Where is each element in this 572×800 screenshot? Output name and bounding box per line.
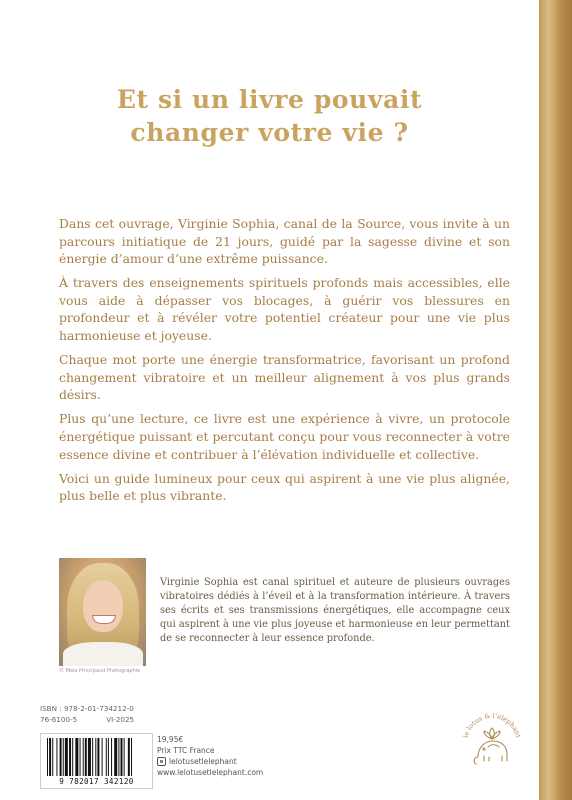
instagram-label: lelotusetlelephant: [169, 757, 237, 766]
cover-headline: [0, 83, 539, 149]
blurb-paragraph: Chaque mot porte une énergie transformatrice, favorisant un profond changement vibratoire et un meilleur alignement à vos plus grands désirs.: [59, 352, 510, 403]
barcode-bar: [128, 738, 130, 776]
edition-code: VI-2025: [106, 715, 135, 724]
barcode-bar: [72, 738, 73, 776]
barcode-bar: [85, 738, 87, 776]
barcode-number: 9 782017 342120: [59, 777, 134, 786]
blurb-text: [59, 215, 510, 511]
barcode-bar: [108, 738, 109, 776]
gold-spine-bar: [539, 0, 572, 800]
barcode-bar: [83, 738, 84, 776]
barcode-bar: [88, 738, 91, 776]
website-link[interactable]: www.lelotusetlelephant.com: [157, 768, 264, 777]
barcode-bar: [80, 738, 81, 776]
barcode-bar: [118, 738, 119, 776]
barcode-bar: [65, 738, 68, 776]
blurb-paragraph: À travers des enseignements spirituels profonds mais accessibles, elle vous aide à dépasser vos blocages, à guérir vos blessures en profondeur et à révéler votre potentiel créateur pour une vie plus harmonieuse et joyeuse.: [59, 275, 510, 344]
product-code: 76-6100-5: [40, 715, 78, 724]
photo-shirt: [63, 642, 143, 666]
instagram-handle[interactable]: [157, 756, 263, 767]
publisher-logo: [458, 707, 526, 775]
barcode-bar: [52, 738, 53, 776]
elephant-icon: [474, 728, 507, 764]
blurb-paragraph: Dans cet ouvrage, Virginie Sophia, canal de la Source, vous invite à un parcours initiatique de 21 jours, guidé par la sagesse divine et son énergie d’amour d’une extrême puissance.: [59, 216, 510, 267]
headline-line-1: Et si un livre pouvait: [116, 85, 423, 114]
photo-face: [83, 580, 123, 632]
price-value: 19,95€: [157, 735, 184, 744]
barcode-bar: [75, 738, 78, 776]
barcode-bar: [124, 738, 125, 776]
barcode-bars: [47, 738, 146, 776]
barcode-bar: [106, 738, 107, 776]
publisher-logo-text: le lotus & l’éléphant: [461, 711, 523, 739]
barcode-bar: [111, 738, 112, 776]
svg-text:le lotus & l’éléphant: [462, 712, 523, 739]
barcode-bar: [102, 738, 103, 776]
isbn-block: [40, 704, 134, 726]
barcode-bar: [56, 738, 57, 776]
barcode-bar: [95, 738, 96, 776]
photo-credit: © Mala Principaud Photographie: [59, 668, 141, 674]
barcode-bar: [47, 738, 48, 776]
barcode: [40, 733, 153, 789]
isbn-codes: [40, 715, 134, 726]
instagram-icon: [157, 757, 166, 766]
blurb-paragraph: Voici un guide lumineux pour ceux qui aspirent à une vie plus alignée, plus belle et plus vibrante.: [59, 470, 510, 504]
headline-line-2: changer votre vie ?: [130, 118, 409, 147]
price-note: Prix TTC France: [157, 746, 215, 755]
barcode-bar: [60, 738, 62, 776]
barcode-bar: [97, 738, 99, 776]
barcode-bar: [63, 738, 64, 776]
price-block: [157, 734, 263, 778]
author-photo: [59, 558, 146, 666]
author-bio: Virginie Sophia est canal spirituel et auteure de plusieurs ouvrages vibratoires dédiés à l’éveil et à la transformation intérieure. À travers ses écrits et ses transmissions énergétiques, elle accompagne ceux qui aspirent à une vie plus joyeuse et harmonieuse en leur permettant de se reconnecter à leur essence profonde.: [160, 577, 510, 644]
barcode-bar: [114, 738, 117, 776]
barcode-bar: [69, 738, 71, 776]
barcode-bar: [131, 738, 132, 776]
isbn-number: ISBN : 978-2-01-734212-0: [40, 704, 134, 713]
blurb-paragraph: Plus qu’une lecture, ce livre est une expérience à vivre, un protocole énergétique puissant et percutant conçu pour vous reconnecter à votre essence divine et contribuer à l’élévation individuelle et collective.: [59, 411, 510, 462]
barcode-bar: [49, 738, 51, 776]
barcode-bar: [121, 738, 123, 776]
barcode-bar: [92, 738, 93, 776]
